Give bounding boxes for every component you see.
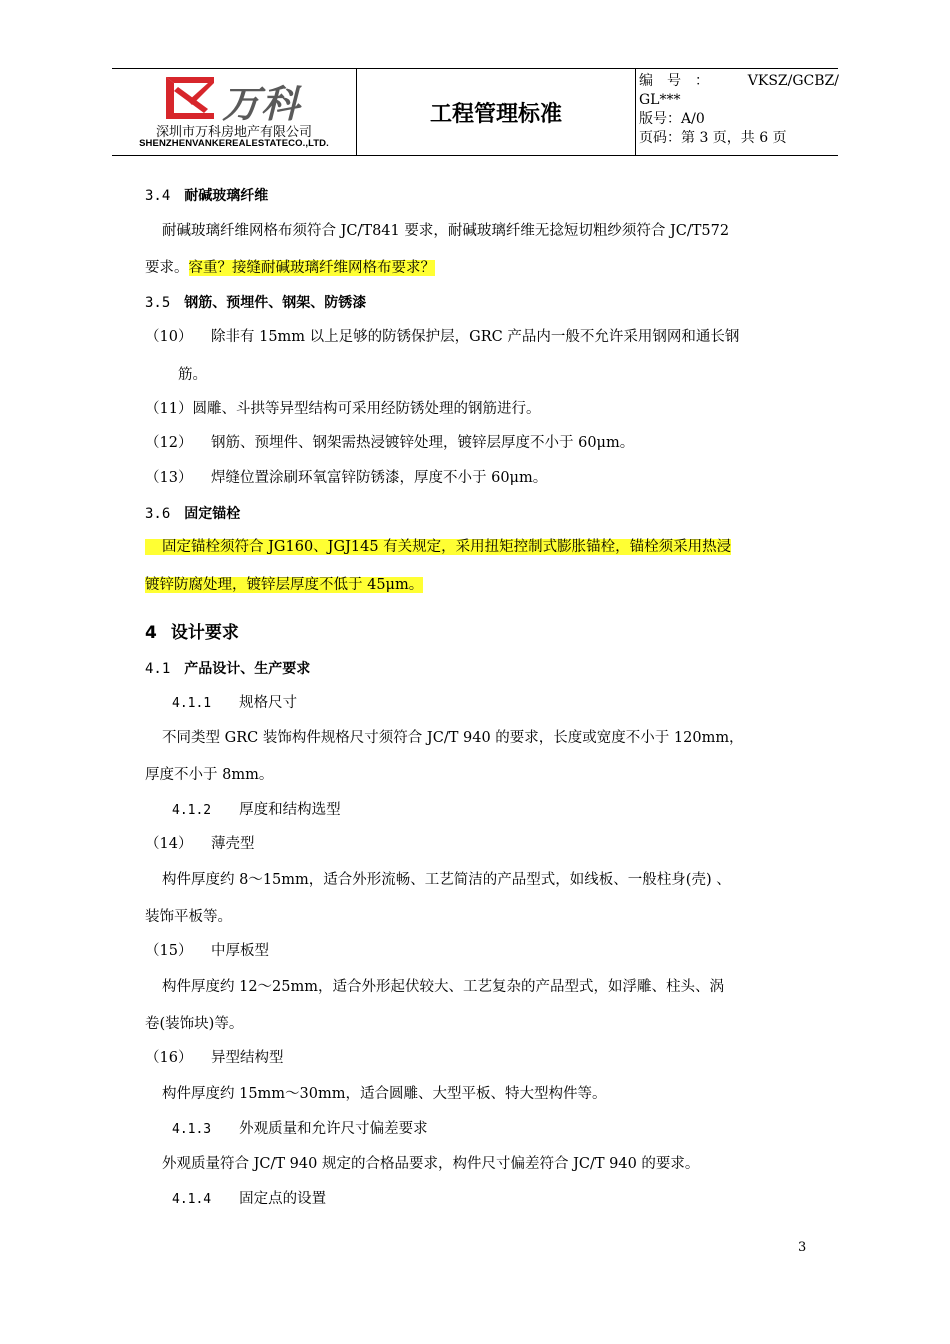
list-item xyxy=(145,467,547,489)
section-heading-3-6 xyxy=(145,503,240,525)
list-item xyxy=(145,432,634,454)
section-heading-4-1-1 xyxy=(172,692,297,715)
list-item-text: 中厚板型 xyxy=(211,943,269,959)
section-title: 规格尺寸 xyxy=(239,695,298,711)
paragraph-line: 卷(装饰块)等。 xyxy=(145,1016,244,1032)
section-number: 3.4 xyxy=(145,188,171,204)
section-number: 4.1.3 xyxy=(172,1122,212,1137)
company-name-en: SHENZHENVANKEREALESTATECO.,LTD. xyxy=(139,138,329,149)
list-item-number: （16） xyxy=(145,1050,193,1066)
section-heading-3-4 xyxy=(145,185,268,207)
paragraph-line: 构件厚度约 8～15mm，适合外形流畅、工艺简洁的产品型式，如线板、一般柱身(壳) 、 xyxy=(162,872,731,888)
company-logo-block xyxy=(112,69,356,155)
paragraph-line: 耐碱玻璃纤维网格布须符合 JC/T841 要求，耐碱玻璃纤维无捻短切粗纱须符合 JC/T572 xyxy=(162,223,730,239)
doc-page-info: 页码：第 3 页，共 6 页 xyxy=(639,130,787,146)
section-number: 4.1.2 xyxy=(172,803,212,818)
paragraph-line xyxy=(145,574,423,596)
section-number: 3.6 xyxy=(145,506,171,522)
section-title: 钢筋、预埋件、钢架、防锈漆 xyxy=(184,295,367,311)
list-item-text: 圆雕、斗拱等异型结构可采用经防锈处理的钢筋进行。 xyxy=(192,401,541,417)
highlighted-note: 容重？接缝耐碱玻璃纤维网格布要求？ xyxy=(188,260,435,276)
list-item-text: 薄壳型 xyxy=(211,836,255,852)
paragraph-line xyxy=(145,257,435,279)
header-divider xyxy=(635,69,636,155)
section-title: 固定点的设置 xyxy=(239,1191,327,1207)
list-item xyxy=(145,398,540,420)
list-item-text: 除非有 15mm 以上足够的防锈保护层，GRC 产品内一般不允许采用钢网和通长钢 xyxy=(211,329,740,345)
paragraph-line: 厚度不小于 8mm。 xyxy=(145,767,274,783)
section-number: 3.5 xyxy=(145,295,171,311)
section-heading-4 xyxy=(145,622,239,644)
list-item xyxy=(145,326,739,348)
doc-code-value: VKSZ/GCBZ/ xyxy=(747,73,839,89)
paragraph-line: 外观质量符合 JC/T 940 规定的合格品要求，构件尺寸偏差符合 JC/T 940 的要求。 xyxy=(162,1156,700,1172)
section-number: 4.1.1 xyxy=(172,696,212,711)
section-heading-4-1-4 xyxy=(172,1188,326,1211)
list-item-number: （15） xyxy=(145,943,193,959)
list-item-number: （14） xyxy=(145,836,193,852)
document-info xyxy=(639,72,839,148)
doc-code-continued: GL*** xyxy=(639,92,681,108)
section-title: 厚度和结构选型 xyxy=(239,802,341,818)
section-number: 4.1 xyxy=(145,661,171,677)
highlighted-text: 镀锌防腐处理，镀锌层厚度不低于 45μm。 xyxy=(145,577,424,593)
section-title: 固定锚栓 xyxy=(184,506,241,522)
document-title: 工程管理标准 xyxy=(429,101,562,127)
section-heading-4-1 xyxy=(145,658,310,680)
list-item-number: （10） xyxy=(145,329,193,345)
paragraph-line: 不同类型 GRC 装饰构件规格尺寸须符合 JC/T 940 的要求，长度或宽度不小于 120mm， xyxy=(162,730,744,746)
section-heading-4-1-3 xyxy=(172,1118,428,1141)
company-name-cn: 深圳市万科房地产有限公司 xyxy=(155,125,312,140)
vanke-logo-icon xyxy=(164,75,216,121)
list-item-continued: 筋。 xyxy=(178,367,207,383)
list-item-number: （11） xyxy=(145,401,193,417)
list-item-text: 异型结构型 xyxy=(211,1050,284,1066)
paragraph-line: 构件厚度约 12～25mm，适合外形起伏较大、工艺复杂的产品型式，如浮雕、柱头、涡 xyxy=(162,979,725,995)
doc-code-label: 编 号 ： xyxy=(639,73,709,89)
paragraph-line: 构件厚度约 15mm～30mm，适合圆雕、大型平板、特大型构件等。 xyxy=(162,1086,607,1102)
list-item-text: 钢筋、预埋件、钢架需热浸镀锌处理，镀锌层厚度不小于 60μm。 xyxy=(211,435,635,451)
section-title: 耐碱玻璃纤维 xyxy=(184,188,269,204)
paragraph-text: 要求。 xyxy=(145,260,189,276)
list-item-number: （13） xyxy=(145,470,193,486)
document-header xyxy=(112,68,838,156)
section-heading-4-1-2 xyxy=(172,799,341,822)
section-heading-3-5 xyxy=(145,292,366,314)
section-number: 4.1.4 xyxy=(172,1192,212,1207)
list-item xyxy=(145,833,255,855)
section-title: 设计要求 xyxy=(170,623,239,643)
list-item xyxy=(145,1047,284,1069)
highlighted-text: 固定锚栓须符合 JG160、JGJ145 有关规定，采用扭矩控制式膨胀锚栓，锚栓须采用热浸 xyxy=(145,539,731,555)
list-item-number: （12） xyxy=(145,435,193,451)
list-item xyxy=(145,940,269,962)
doc-version: 版号：A/0 xyxy=(639,111,705,127)
page-number: 3 xyxy=(798,1240,807,1255)
section-title: 产品设计、生产要求 xyxy=(184,661,311,677)
paragraph-line: 装饰平板等。 xyxy=(145,909,232,925)
list-item-text: 焊缝位置涂刷环氧富锌防锈漆，厚度不小于 60μm。 xyxy=(211,470,548,486)
section-title: 外观质量和允许尺寸偏差要求 xyxy=(239,1121,428,1137)
paragraph-line xyxy=(145,536,731,558)
section-number: 4 xyxy=(145,623,157,643)
logo-wordmark: 万科 xyxy=(222,82,301,126)
